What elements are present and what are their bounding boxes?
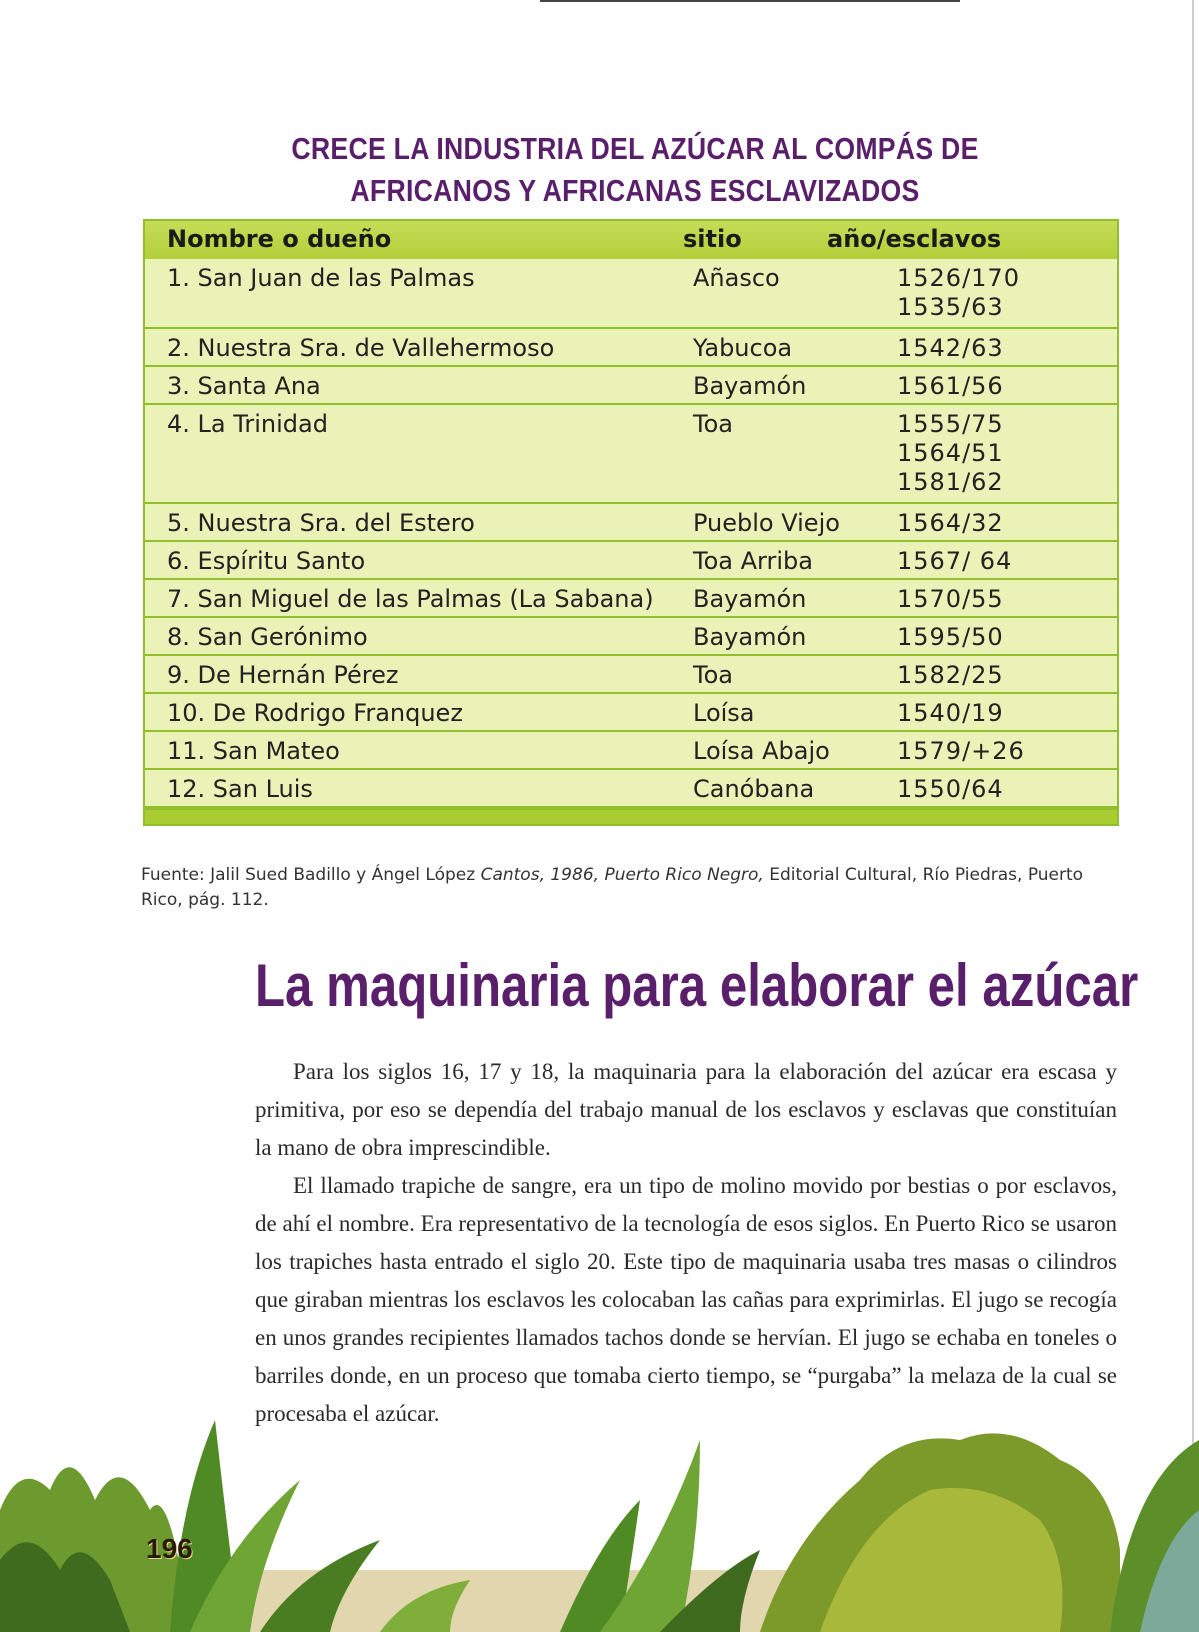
row-years bbox=[897, 334, 1004, 363]
year-slaves-value: 1564/32 bbox=[897, 509, 1004, 537]
header-site: sitio bbox=[683, 225, 742, 253]
row-years bbox=[897, 410, 1004, 497]
table-row bbox=[145, 405, 1117, 504]
year-slaves-value: 1579/+26 bbox=[897, 737, 1025, 765]
table-row bbox=[145, 367, 1117, 405]
source-italic: Cantos, 1986, Puerto Rico Negro, bbox=[480, 865, 764, 885]
year-slaves-value: 1526/170 bbox=[897, 264, 1020, 292]
table-header-row bbox=[145, 221, 1117, 259]
table-title-line-1: CRECE LA INDUSTRIA DEL AZÚCAR AL COMPÁS DE bbox=[291, 131, 979, 166]
year-slaves-value: 1581/62 bbox=[897, 468, 1004, 496]
year-slaves-value: 1542/63 bbox=[897, 334, 1004, 362]
table-row bbox=[145, 329, 1117, 367]
table-row bbox=[145, 259, 1117, 329]
row-site: Loísa Abajo bbox=[693, 737, 830, 765]
table-row bbox=[145, 618, 1117, 656]
row-site: Loísa bbox=[693, 699, 755, 727]
sugar-mills-table bbox=[143, 219, 1119, 826]
row-name: 5. Nuestra Sra. del Estero bbox=[167, 509, 475, 537]
row-site: Toa bbox=[693, 410, 733, 438]
row-years bbox=[897, 737, 1025, 766]
row-name: 11. San Mateo bbox=[167, 737, 340, 765]
header-year-slaves: año/esclavos bbox=[827, 225, 1002, 253]
table-row bbox=[145, 770, 1117, 808]
year-slaves-value: 1550/64 bbox=[897, 775, 1004, 803]
row-site: Añasco bbox=[693, 264, 780, 292]
row-site: Toa Arriba bbox=[693, 547, 813, 575]
row-name: 7. San Miguel de las Palmas (La Sabana) bbox=[167, 585, 654, 613]
row-site: Canóbana bbox=[693, 775, 815, 803]
table-row bbox=[145, 580, 1117, 618]
table-row bbox=[145, 504, 1117, 542]
table-title bbox=[244, 128, 1027, 212]
table-row bbox=[145, 656, 1117, 694]
table-title-line-2: AFRICANOS Y AFRICANAS ESCLAVIZADOS bbox=[350, 173, 920, 208]
source-prefix: Fuente: Jalil Sued Badillo y Ángel López bbox=[141, 865, 481, 885]
sugarcane-plants-illustration bbox=[0, 1420, 1199, 1632]
row-years bbox=[897, 699, 1004, 728]
table-row bbox=[145, 732, 1117, 770]
row-years bbox=[897, 264, 1020, 322]
section-heading: La maquinaria para elaborar el azúcar bbox=[255, 952, 1139, 1019]
source-citation bbox=[141, 863, 1101, 913]
header-name: Nombre o dueño bbox=[167, 225, 392, 253]
year-slaves-value: 1535/63 bbox=[897, 293, 1004, 321]
year-slaves-value: 1595/50 bbox=[897, 623, 1004, 651]
body-text bbox=[255, 1053, 1117, 1433]
row-name: 6. Espíritu Santo bbox=[167, 547, 366, 575]
row-years bbox=[897, 509, 1004, 538]
year-slaves-value: 1582/25 bbox=[897, 661, 1004, 689]
table-body bbox=[145, 259, 1117, 808]
row-site: Bayamón bbox=[693, 623, 807, 651]
row-site: Bayamón bbox=[693, 585, 807, 613]
row-years bbox=[897, 547, 1012, 576]
row-name: 12. San Luis bbox=[167, 775, 313, 803]
row-site: Bayamón bbox=[693, 372, 807, 400]
source-suffix: Editorial Cultural, Río Piedras, Puerto Rico, pág. 112. bbox=[141, 865, 1084, 910]
row-name: 1. San Juan de las Palmas bbox=[167, 264, 475, 292]
row-name: 8. San Gerónimo bbox=[167, 623, 368, 651]
year-slaves-value: 1540/19 bbox=[897, 699, 1004, 727]
table-row bbox=[145, 694, 1117, 732]
year-slaves-value: 1561/56 bbox=[897, 372, 1004, 400]
page-number: 196 bbox=[146, 1533, 193, 1564]
year-slaves-value: 1567/ 64 bbox=[897, 547, 1013, 575]
row-name: 10. De Rodrigo Franquez bbox=[167, 699, 463, 727]
row-site: Pueblo Viejo bbox=[693, 509, 840, 537]
table-row bbox=[145, 542, 1117, 580]
row-years bbox=[897, 372, 1004, 401]
year-slaves-value: 1555/75 bbox=[897, 410, 1004, 438]
row-name: 2. Nuestra Sra. de Vallehermoso bbox=[167, 334, 555, 362]
row-name: 9. De Hernán Pérez bbox=[167, 661, 399, 689]
page-edge-rule bbox=[1192, 0, 1194, 1632]
top-rule bbox=[540, 0, 960, 2]
table-footer-bar bbox=[145, 808, 1117, 824]
year-slaves-value: 1570/55 bbox=[897, 585, 1004, 613]
row-years bbox=[897, 585, 1004, 614]
row-name: 3. Santa Ana bbox=[167, 372, 321, 400]
paragraph-1: Para los siglos 16, 17 y 18, la maquinaria para la elaboración del azúcar era escasa y primitiva, por eso se dependía del trabajo manual de los esclavos y esclavas que constituían la mano de obra imprescindible. bbox=[255, 1059, 1117, 1160]
row-site: Yabucoa bbox=[693, 334, 793, 362]
row-site: Toa bbox=[693, 661, 733, 689]
row-years bbox=[897, 623, 1004, 652]
paragraph-2: El llamado trapiche de sangre, era un tipo de molino movido por bestias o por esclavos, de ahí el nombre. Era representativo de la tecnología de esos siglos. En Puerto Rico se usaron los trapiches hasta entrado el siglo 20. Este tipo de maquinaria usaba tres masas o cilindros que giraban mientras los esclavos les colocaban las cañas para exprimirlas. El jugo se recogía en unos grandes recipientes llamados tachos donde se hervían. El jugo se echaba en toneles o barriles donde, en un proceso que tomaba cierto tiempo, se “purgaba” la melaza de la cual se procesaba el azúcar. bbox=[255, 1173, 1117, 1426]
row-years bbox=[897, 775, 1004, 804]
row-years bbox=[897, 661, 1004, 690]
row-name: 4. La Trinidad bbox=[167, 410, 328, 438]
year-slaves-value: 1564/51 bbox=[897, 439, 1004, 467]
